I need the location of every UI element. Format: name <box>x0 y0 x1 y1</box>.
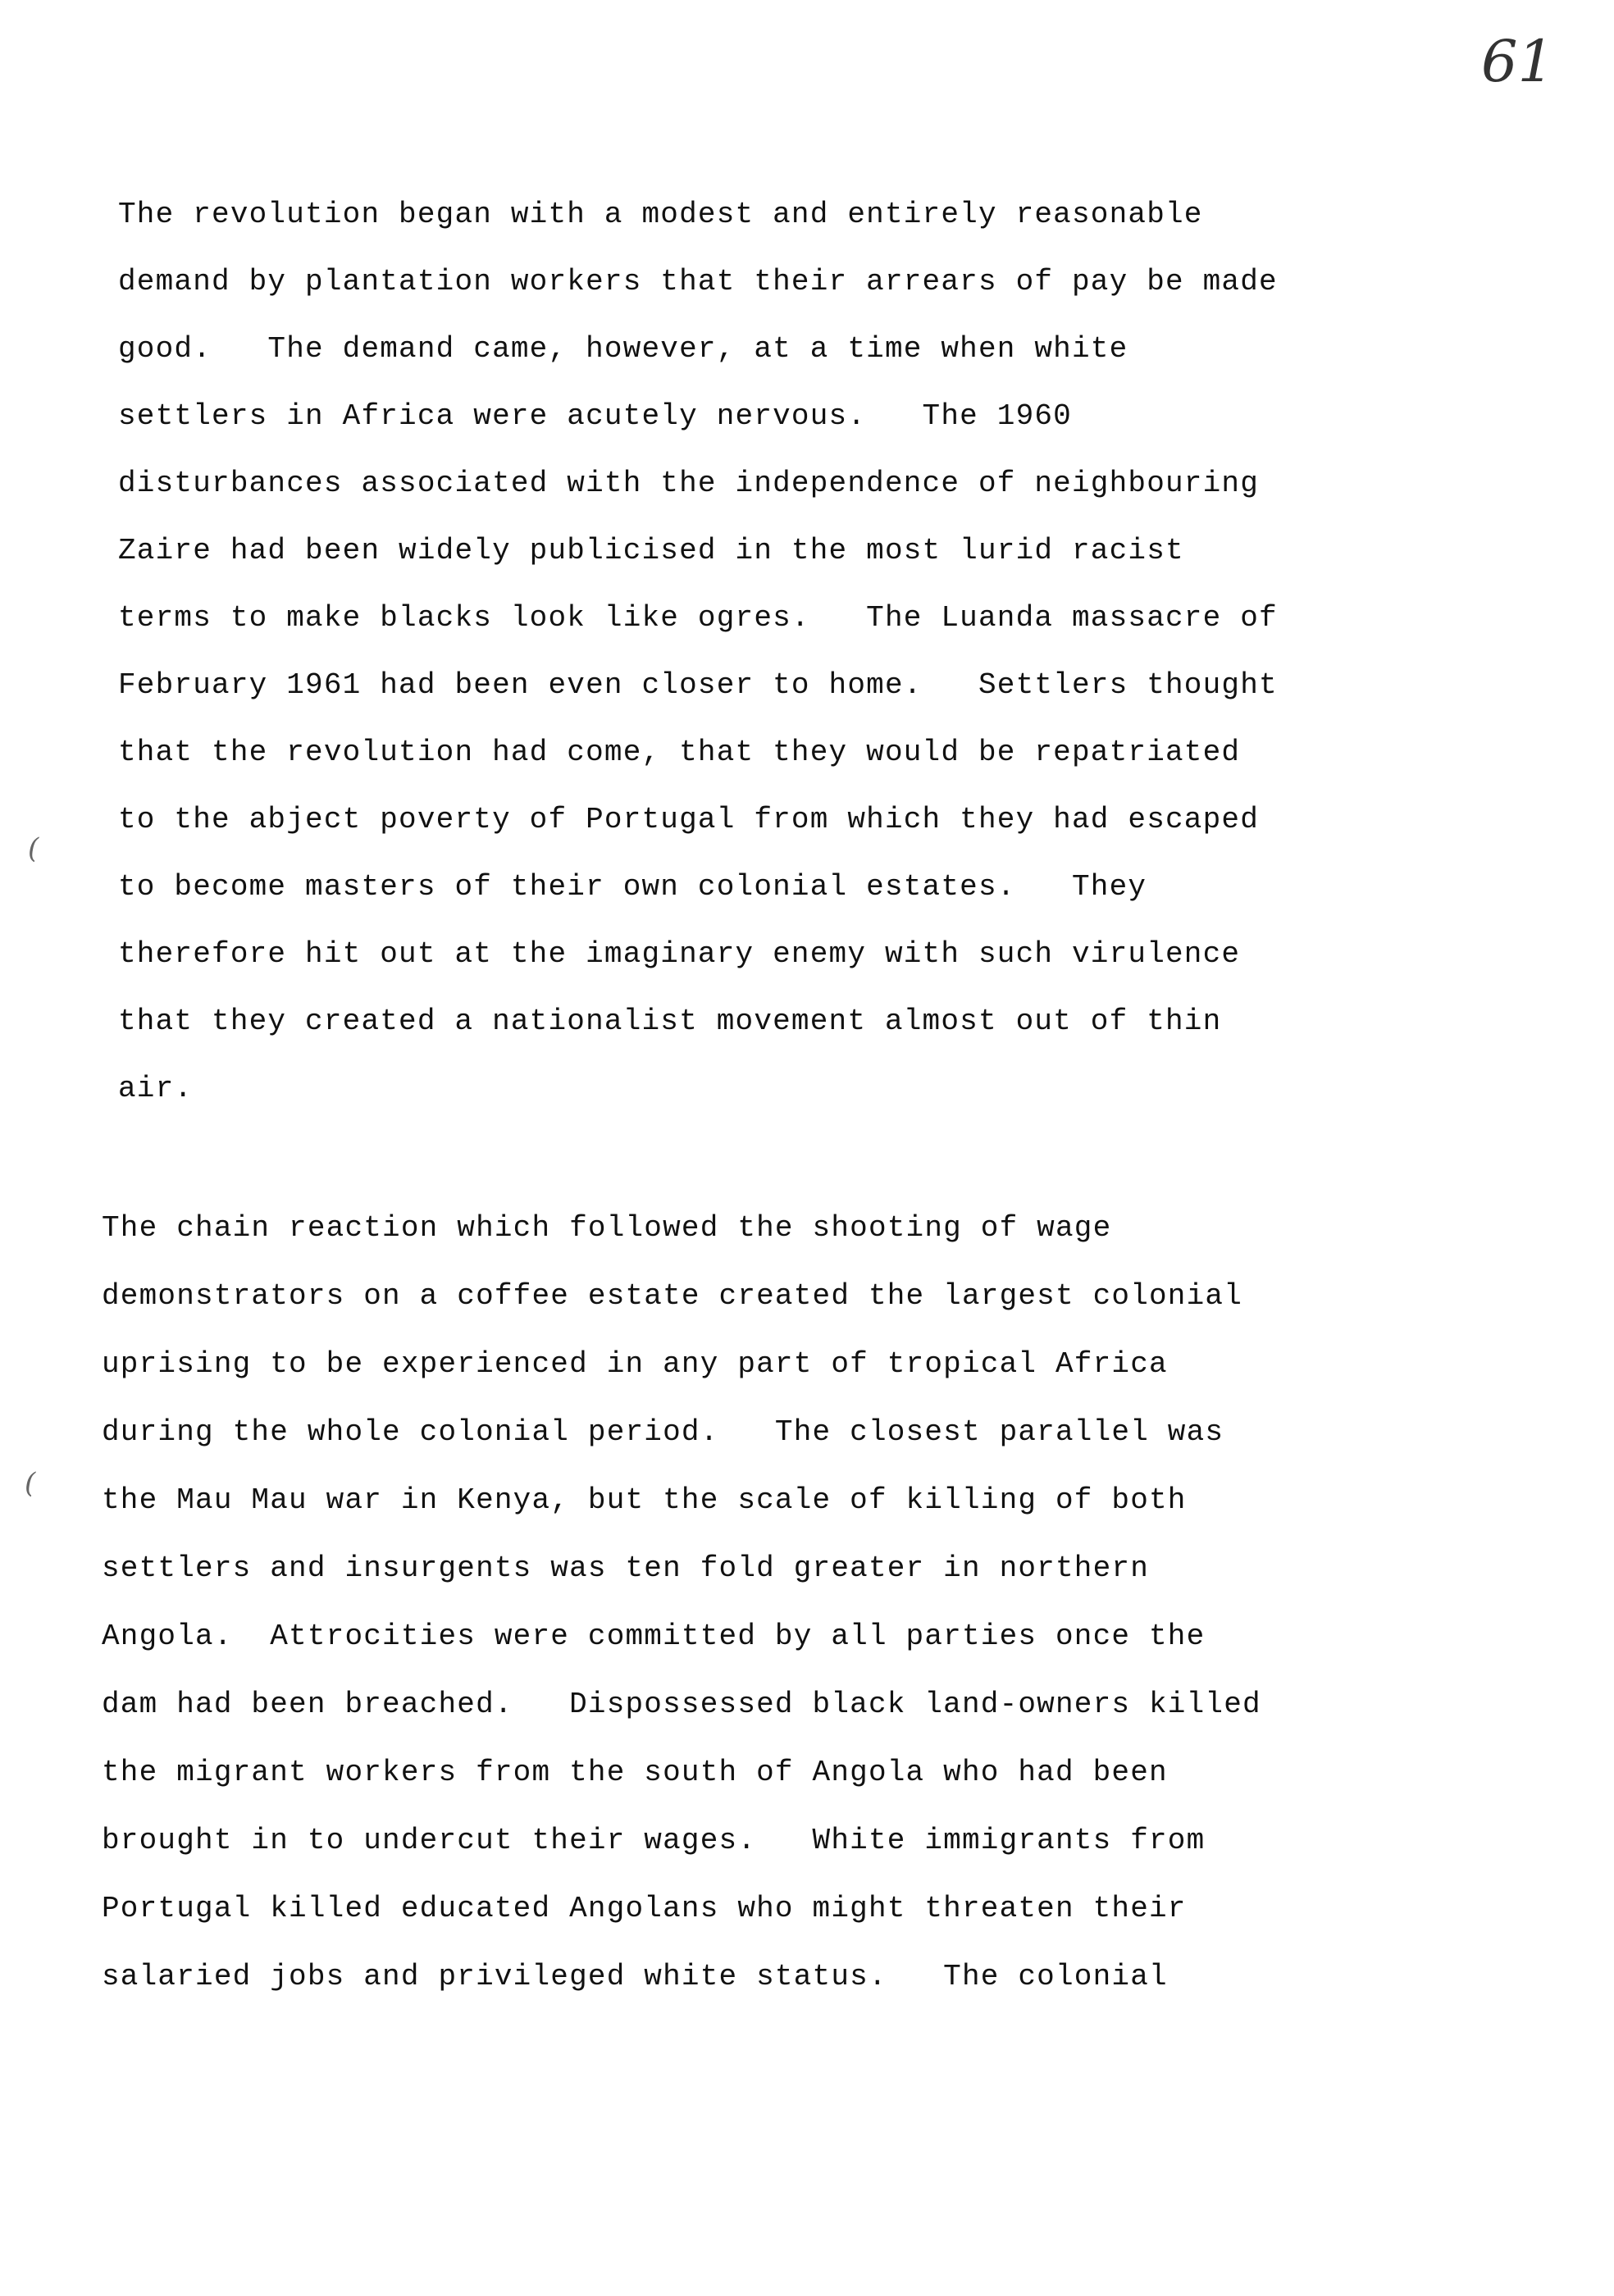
text-line: Zaire had been widely publicised in the most lurid racist <box>118 534 1184 567</box>
text-line: Portugal killed educated Angolans who might threaten their <box>102 1892 1187 1925</box>
text-line: terms to make blacks look like ogres. The Luanda massacre of <box>118 601 1278 635</box>
page-number: 61 <box>1481 28 1555 95</box>
text-line: the migrant workers from the south of Angola who had been <box>102 1756 1168 1789</box>
paragraph-2 <box>102 1211 1512 1993</box>
text-line: that they created a nationalist movement almost out of thin <box>118 1004 1222 1038</box>
text-line: during the whole colonial period. The closest parallel was <box>102 1415 1224 1449</box>
text-line: settlers and insurgents was ten fold greater in northern <box>102 1551 1149 1585</box>
text-line: The chain reaction which followed the shooting of wage <box>102 1211 1112 1245</box>
text-line: air. <box>118 1072 194 1105</box>
text-line: the Mau Mau war in Kenya, but the scale of killing of both <box>102 1483 1187 1517</box>
text-line: The revolution began with a modest and entirely reasonable <box>118 198 1203 231</box>
margin-mark: ( <box>28 832 39 865</box>
text-line: to the abject poverty of Portugal from which they had escaped <box>118 803 1260 836</box>
text-line: Angola. Attrocities were committed by all parties once the <box>102 1620 1206 1653</box>
text-line: disturbances associated with the independence of neighbouring <box>118 467 1260 500</box>
margin-mark: ( <box>25 1467 36 1500</box>
text-line: demonstrators on a coffee estate created the largest colonial <box>102 1279 1243 1313</box>
text-line: demand by plantation workers that their arrears of pay be made <box>118 265 1278 298</box>
text-line: dam had been breached. Dispossessed black land-owners killed <box>102 1688 1261 1721</box>
text-line: therefore hit out at the imaginary enemy with such virulence <box>118 937 1241 971</box>
text-line: to become masters of their own colonial estates. They <box>118 870 1147 904</box>
text-line: good. The demand came, however, at a time when white <box>118 332 1128 366</box>
text-line: February 1961 had been even closer to home. Settlers thought <box>118 668 1278 702</box>
text-line: salaried jobs and privileged white status. The colonial <box>102 1960 1168 1993</box>
paragraph-1 <box>118 200 1529 1104</box>
text-line: uprising to be experienced in any part of tropical Africa <box>102 1347 1168 1381</box>
text-line: that the revolution had come, that they would be repatriated <box>118 736 1241 769</box>
text-line: settlers in Africa were acutely nervous. The 1960 <box>118 399 1072 433</box>
text-line: brought in to undercut their wages. White immigrants from <box>102 1824 1206 1857</box>
